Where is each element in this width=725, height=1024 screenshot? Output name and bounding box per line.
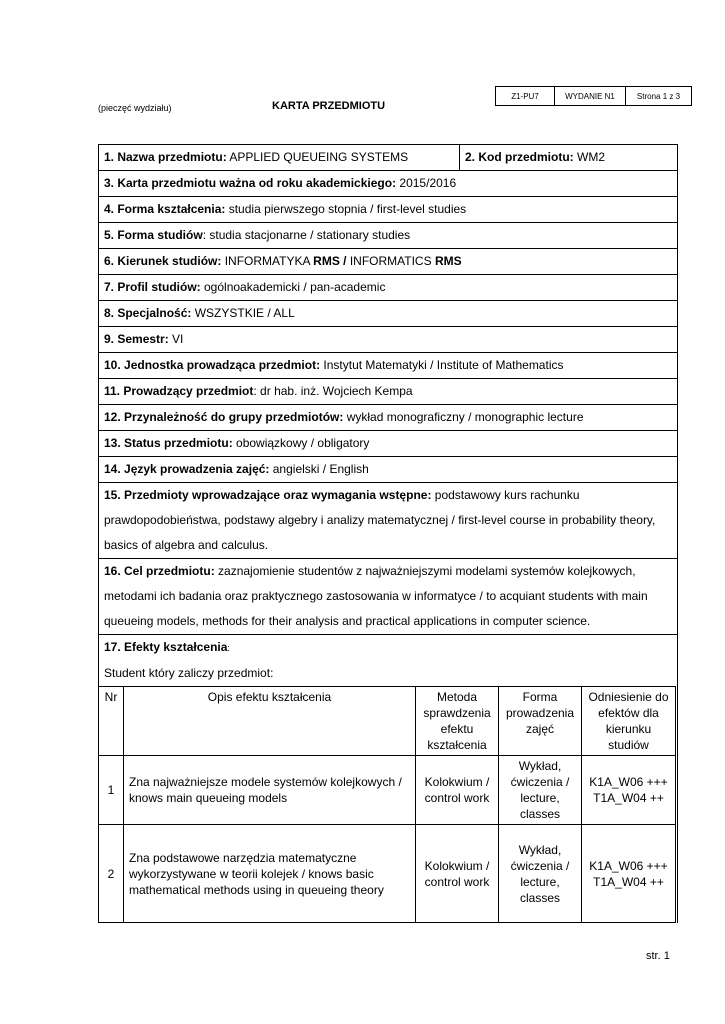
outcome-form: Wykład, ćwiczenia / lecture, classes — [499, 825, 582, 923]
form-code: Z1-PU7 — [496, 87, 555, 105]
course-card-table — [98, 144, 678, 923]
field-value: 2015/2016 — [396, 176, 457, 190]
field-value: obowiązkowy / obligatory — [232, 436, 370, 450]
field-label: 15. Przedmioty wprowadzające oraz wymagania wstępne: — [104, 488, 432, 502]
field-value: INFORMATICS — [349, 254, 435, 268]
page-of: Strona 1 z 3 — [636, 91, 681, 101]
page-title: KARTA PRZEDMIOTU — [272, 100, 386, 112]
column-header: Odniesienie do efektów dla kierunku studiów — [582, 687, 676, 756]
outcome-number: 1 — [99, 756, 124, 825]
row-course-group — [99, 405, 677, 431]
column-header: Nr — [99, 687, 124, 756]
field-label: 12. Przynależność do grupy przedmiotów: — [104, 410, 344, 424]
field-value: Instytut Matematyki / Institute of Mathematics — [320, 358, 564, 372]
table-row — [99, 825, 676, 923]
field-value: : studia stacjonarne / stationary studies — [202, 228, 411, 242]
field-label: 6. Kierunek studiów: — [104, 254, 222, 268]
field-value: RMS / — [313, 254, 350, 268]
table-header-row — [99, 687, 676, 756]
field-label: 17. Efekty kształcenia — [104, 640, 228, 654]
course-name: APPLIED QUEUEING SYSTEMS — [226, 150, 409, 164]
field-colon: : — [227, 643, 230, 653]
field-value: INFORMATYKA — [221, 254, 314, 268]
field-value: VI — [168, 332, 184, 346]
field-label: 9. Semestr: — [104, 332, 169, 346]
outcome-reference: K1A_W06 +++ T1A_W04 ++ — [582, 756, 676, 825]
outcome-description: Zna najważniejsze modele systemów kolejkowych / knows main queueing models — [124, 756, 416, 825]
field-value: podstawowy kurs rachunku prawdopodobieństwa, podstawy algebry i analizy matematycznej / first-level course in probability theory, basics of algebra and calculus. — [104, 488, 656, 552]
field-label: 3. Karta przedmiotu ważna od roku akademickiego: — [104, 176, 397, 190]
field-value: angielski / English — [269, 462, 369, 476]
table-row — [99, 756, 676, 825]
outcome-reference: K1A_W06 +++ T1A_W04 ++ — [582, 825, 676, 923]
field-value: zaznajomienie studentów z najważniejszymi modelami systemów kolejkowych, metodami ich badania oraz praktycznego zastosowania w informatyce / to acquiant students with main queueing models, methods for their analysis and practical applications in computer science. — [104, 564, 648, 628]
field-label: 7. Profil studiów: — [104, 280, 201, 294]
field-label: 4. Forma kształcenia: — [104, 202, 226, 216]
field-label: 16. Cel przedmiotu: — [104, 564, 215, 578]
row-unit — [99, 353, 677, 379]
field-label: 5. Forma studiów — [104, 228, 203, 242]
column-header: Forma prowadzenia zajęć — [499, 687, 582, 756]
field-label: 2. Kod przedmiotu: — [465, 150, 574, 164]
outcomes-intro: Student który zaliczy przedmiot: — [104, 666, 274, 680]
row-academic-year — [99, 171, 677, 197]
field-value: studia pierwszego stopnia / first-level studies — [225, 202, 467, 216]
field-value: RMS — [434, 254, 462, 268]
course-code: WM2 — [573, 150, 606, 164]
column-header: Metoda sprawdzenia efektu kształcenia — [416, 687, 499, 756]
outcome-method: Kolokwium / control work — [416, 825, 499, 923]
row-prerequisites — [99, 483, 677, 559]
row-study-profile — [99, 275, 677, 301]
field-label: 8. Specjalność: — [104, 306, 192, 320]
document-code-box — [495, 86, 692, 106]
row-specialty — [99, 301, 677, 327]
outcome-method: Kolokwium / control work — [416, 756, 499, 825]
row-study-form — [99, 223, 677, 249]
field-value: : dr hab. inż. Wojciech Kempa — [253, 384, 413, 398]
field-label: 13. Status przedmiotu: — [104, 436, 233, 450]
faculty-stamp: (pieczęć wydziału) — [98, 103, 172, 113]
row-field-of-study — [99, 249, 677, 275]
row-status — [99, 431, 677, 457]
edition: WYDANIE N1 — [555, 87, 626, 105]
row-language — [99, 457, 677, 483]
field-label: 1. Nazwa przedmiotu: — [104, 150, 227, 164]
field-label: 11. Prowadzący przedmiot — [104, 384, 254, 398]
row-lecturer — [99, 379, 677, 405]
row-course-aim — [99, 559, 677, 635]
column-header: Opis efektu kształcenia — [124, 687, 416, 756]
row-learning-outcomes — [99, 635, 677, 686]
field-value: ogólnoakademicki / pan-academic — [200, 280, 386, 294]
page-number: str. 1 — [646, 950, 670, 962]
outcome-form: Wykład, ćwiczenia / lecture, classes — [499, 756, 582, 825]
row-semester — [99, 327, 677, 353]
row-education-form — [99, 197, 677, 223]
row-course-name — [99, 145, 677, 171]
field-value: wykład monograficzny / monographic lecture — [343, 410, 584, 424]
field-value: WSZYSTKIE / ALL — [191, 306, 295, 320]
outcome-description: Zna podstawowe narzędzia matematyczne wykorzystywane w teorii kolejek / knows basic mathematical methods using in queueing theory — [124, 825, 416, 923]
outcomes-table — [98, 686, 676, 923]
field-label: 14. Język prowadzenia zajęć: — [104, 462, 270, 476]
outcome-number: 2 — [99, 825, 124, 923]
field-label: 10. Jednostka prowadząca przedmiot: — [104, 358, 321, 372]
